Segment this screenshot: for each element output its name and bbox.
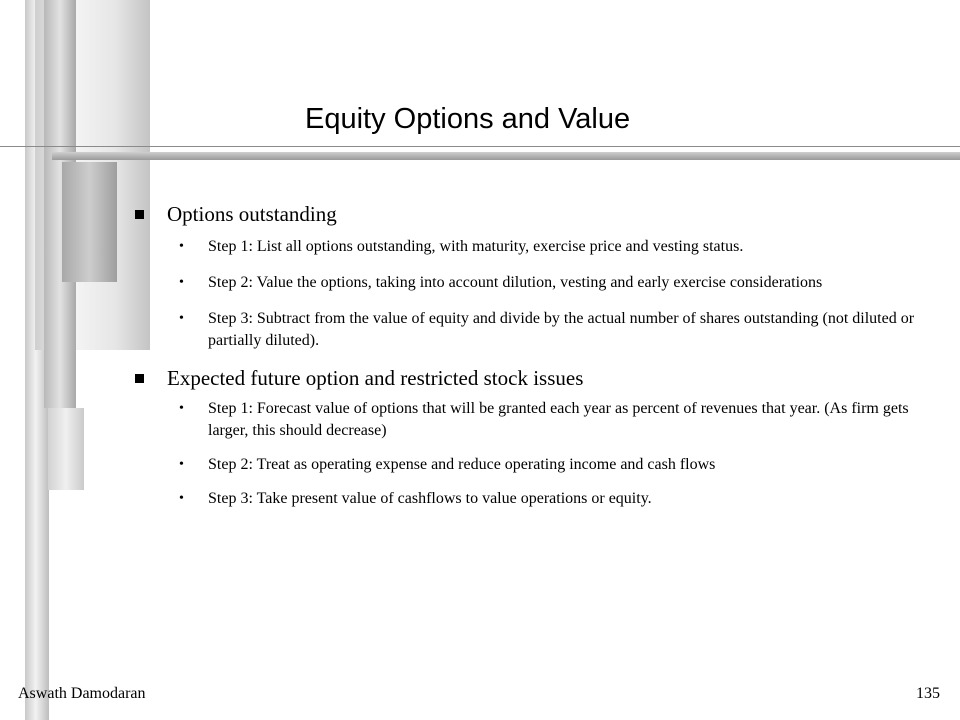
decor-bar <box>48 408 84 490</box>
section-future-issues <box>135 364 935 510</box>
list-item <box>135 398 935 442</box>
title-divider-bar <box>52 152 960 160</box>
step-list <box>135 398 935 510</box>
bullet-dot-icon: • <box>179 239 184 254</box>
section-heading-text: Expected future option and restricted stock issues <box>167 366 584 390</box>
step-text: Step 1: Forecast value of options that will be granted each year as percent of revenues that year. (As firm gets larger, this should decrease) <box>208 400 909 439</box>
list-item <box>135 236 935 258</box>
title-divider <box>0 146 960 147</box>
section-options-outstanding <box>135 200 935 352</box>
list-item <box>135 272 935 294</box>
list-item <box>135 308 935 352</box>
footer-author: Aswath Damodaran <box>18 685 146 702</box>
page-number: 135 <box>916 685 940 702</box>
section-heading <box>135 364 935 392</box>
bullet-dot-icon: • <box>179 491 184 506</box>
list-item <box>135 454 935 476</box>
step-list <box>135 236 935 352</box>
bullet-dot-icon: • <box>179 457 184 472</box>
step-text: Step 2: Value the options, taking into account dilution, vesting and early exercise considerations <box>208 274 823 291</box>
square-bullet-icon <box>135 374 144 383</box>
square-bullet-icon <box>135 210 144 219</box>
slide-title: Equity Options and Value <box>305 103 631 135</box>
slide-body <box>135 200 935 510</box>
step-text: Step 1: List all options outstanding, with maturity, exercise price and vesting status. <box>208 238 744 255</box>
bullet-dot-icon: • <box>179 275 184 290</box>
bullet-dot-icon: • <box>179 401 184 416</box>
step-text: Step 3: Subtract from the value of equity and divide by the actual number of shares outstanding (not diluted or partially diluted). <box>208 310 915 349</box>
step-text: Step 3: Take present value of cashflows to value operations or equity. <box>208 490 652 507</box>
decor-bar <box>62 162 117 282</box>
step-text: Step 2: Treat as operating expense and reduce operating income and cash flows <box>208 456 716 473</box>
bullet-dot-icon: • <box>179 311 184 326</box>
section-heading-text: Options outstanding <box>167 202 337 226</box>
list-item <box>135 488 935 510</box>
section-heading <box>135 200 935 228</box>
